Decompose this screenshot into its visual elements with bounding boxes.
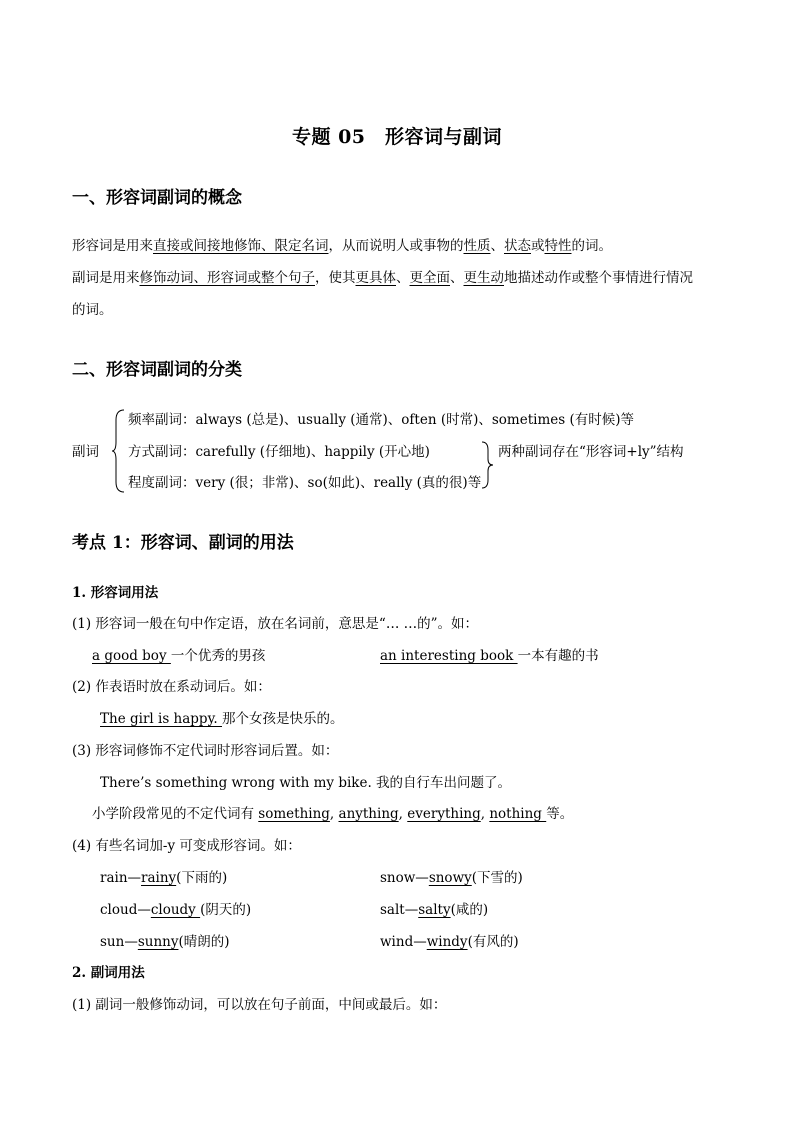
- section-heading-concept: 一、形容词副词的概念: [72, 188, 242, 208]
- classify-note: 两种副词存在“形容词+ly”结构: [498, 444, 684, 460]
- adverb-definition-cont: 的词。: [72, 302, 113, 318]
- meaning: (有风的): [467, 934, 519, 950]
- separator: ,: [329, 806, 339, 822]
- noun-adj-rain: [100, 868, 227, 888]
- text: 、: [450, 270, 464, 286]
- noun: salt—: [380, 902, 419, 918]
- example-translation: 一个优秀的男孩: [170, 648, 266, 664]
- adjective: snowy: [428, 870, 472, 886]
- text: 地描述动作或整个事情进行情况: [504, 270, 693, 286]
- noun: sun—: [100, 934, 138, 950]
- underlined-term: 性质: [463, 238, 491, 254]
- noun-adj-snow: [380, 868, 523, 888]
- text: ，使其: [315, 270, 356, 286]
- exam-point-heading: 考点 1：形容词、副词的用法: [72, 533, 294, 553]
- example-phrase: a good boy: [92, 648, 171, 664]
- adjective: sunny: [137, 934, 179, 950]
- noun-adj-cloud: [100, 900, 251, 920]
- text: 、: [490, 238, 504, 254]
- subheading-adverb-usage: 2. 副词用法: [72, 965, 145, 981]
- text: 副词是用来: [72, 270, 140, 286]
- pronoun: something: [258, 806, 330, 822]
- underlined-term: 更具体: [355, 270, 396, 286]
- separator: ,: [480, 806, 490, 822]
- meaning: (下雨的): [176, 870, 228, 886]
- rule-1: (1) 形容词一般在句中作定语，放在名词前，意思是“… …的”。如：: [72, 616, 479, 632]
- rule-4: (4) 有些名词加-y 可变成形容词。如：: [72, 838, 301, 854]
- example-translation: 那个女孩是快乐的。: [221, 711, 344, 727]
- underlined-term: 直接或间接地修饰、限定名词: [153, 238, 329, 254]
- underlined-term: 修饰动词、形容词或整个句子: [139, 270, 315, 286]
- rule-3: (3) 形容词修饰不定代词时形容词后置。如：: [72, 743, 339, 759]
- text: 、: [396, 270, 410, 286]
- noun-adj-sun: [100, 932, 230, 952]
- underlined-term: 更全面: [409, 270, 450, 286]
- noun-adj-wind: [380, 932, 519, 952]
- subheading-adjective-usage: 1. 形容词用法: [72, 585, 159, 601]
- meaning: (阴天的): [200, 902, 252, 918]
- adjective: cloudy: [150, 902, 201, 918]
- left-brace-icon: [112, 408, 126, 494]
- underlined-term: 特性: [544, 238, 572, 254]
- example-1a: [92, 646, 265, 666]
- pronoun: anything: [338, 806, 399, 822]
- classify-item-manner: 方式副词：carefully (仔细地)、happily (开心地): [128, 444, 430, 460]
- text: 或: [531, 238, 545, 254]
- meaning: (下雪的): [471, 870, 523, 886]
- rule-2: (2) 作表语时放在系动词后。如：: [72, 679, 271, 695]
- text: 的词。: [571, 238, 612, 254]
- classify-item-frequency: 频率副词：always (总是)、usually (通常)、often (时常)、sometimes (有时候)等: [128, 412, 634, 428]
- pronoun: nothing: [489, 806, 547, 822]
- section-heading-classification: 二、形容词副词的分类: [72, 360, 242, 380]
- noun: wind—: [380, 934, 427, 950]
- example-2: [100, 709, 343, 729]
- text: 小学阶段常见的不定代词有: [92, 806, 259, 822]
- meaning: (咸的): [450, 902, 489, 918]
- adjective: rainy: [141, 870, 177, 886]
- adverb-definition: [72, 268, 693, 288]
- noun: cloud—: [100, 902, 151, 918]
- rule-5: (1) 副词一般修饰动词，可以放在句子前面，中间或最后。如：: [72, 997, 447, 1013]
- text: 等。: [546, 806, 574, 822]
- noun-adj-salt: [380, 900, 488, 920]
- example-translation: 一本有趣的书: [517, 648, 599, 664]
- classify-root-label: 副词: [72, 444, 99, 460]
- indefinite-pronouns-line: [92, 804, 573, 824]
- adjective: windy: [426, 934, 468, 950]
- right-brace-icon: [480, 440, 494, 490]
- classify-item-degree: 程度副词：very (很；非常)、so(如此)、really (真的很)等: [128, 475, 482, 491]
- example-3: There’s something wrong with my bike. 我的自行车出问题了。: [100, 775, 512, 791]
- page-title: 专题 05 形容词与副词: [291, 126, 503, 148]
- meaning: (晴朗的): [178, 934, 230, 950]
- separator: ,: [398, 806, 408, 822]
- text: ，从而说明人或事物的: [328, 238, 464, 254]
- example-phrase: an interesting book: [380, 648, 518, 664]
- underlined-term: 更生动: [463, 270, 504, 286]
- adjective-definition: [72, 236, 612, 256]
- pronoun: everything: [407, 806, 481, 822]
- text: 形容词是用来: [72, 238, 153, 254]
- underlined-term: 状态: [504, 238, 531, 254]
- example-1b: [380, 646, 599, 666]
- noun: rain—: [100, 870, 142, 886]
- example-phrase: The girl is happy.: [100, 711, 222, 727]
- adjective: salty: [418, 902, 451, 918]
- noun: snow—: [380, 870, 429, 886]
